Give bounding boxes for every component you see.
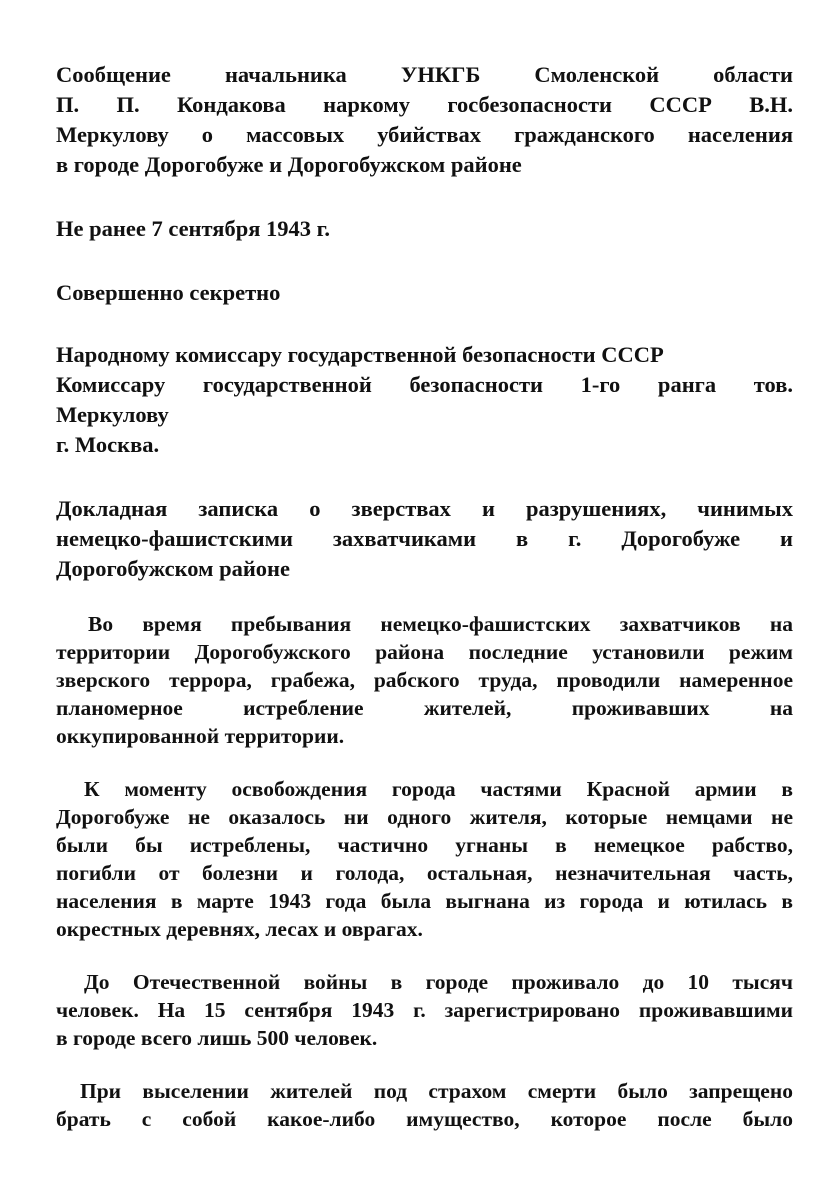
report-title-line: Докладная записка о зверствах и разрушениях, чинимых [56, 496, 793, 521]
addressee-line: Меркулову [56, 402, 169, 427]
document-date [56, 214, 793, 244]
report-title-line: немецко-фашистскими захватчиками в г. Дорогобуже и [56, 526, 793, 551]
document-page [56, 60, 793, 1133]
title-line: Сообщение начальника УНКГБ Смоленской области [56, 62, 793, 87]
paragraph-line: К моменту освобождения города частями Красной армии в [84, 777, 793, 801]
paragraph-line: человек. На 15 сентября 1943 г. зарегистрировано проживавшими [56, 998, 793, 1022]
paragraph-2 [56, 775, 793, 943]
addressee-line: Народному комиссару государственной безопасности СССР [56, 342, 664, 367]
paragraph-3 [56, 968, 793, 1052]
paragraph-line: зверского террора, грабежа, рабского труда, проводили намеренное [56, 668, 793, 692]
paragraph-line: окрестных деревнях, лесах и оврагах. [56, 917, 423, 941]
paragraph-line: были бы истреблены, частично угнаны в немецкое рабство, [56, 833, 793, 857]
report-title-line: Дорогобужском районе [56, 556, 291, 581]
paragraph-4 [56, 1077, 793, 1133]
paragraph-line: брать с собой какое-либо имущество, которое после было [56, 1107, 793, 1131]
date-text: Не ранее 7 сентября 1943 г. [56, 216, 330, 241]
paragraph-line: в городе всего лишь 500 человек. [56, 1026, 378, 1050]
classification-mark [56, 278, 793, 308]
paragraph-line: оккупированной территории. [56, 724, 345, 748]
document-title [56, 60, 793, 180]
addressee-block [56, 340, 793, 460]
title-line: П. П. Кондакова наркому госбезопасности СССР В.Н. [56, 92, 793, 117]
paragraph-line: При выселении жителей под страхом смерти было запрещено [80, 1079, 793, 1103]
paragraph-line: территории Дорогобужского района последние установили режим [56, 640, 793, 664]
paragraph-1 [56, 610, 793, 750]
paragraph-line: планомерное истребление жителей, проживавших на [56, 696, 793, 720]
paragraph-line: населения в марте 1943 года была выгнана из города и ютилась в [56, 889, 793, 913]
paragraph-line: Дорогобуже не оказалось ни одного жителя, которые немцами не [56, 805, 793, 829]
addressee-line: Комиссару государственной безопасности 1-го ранга тов. [56, 372, 793, 397]
paragraph-line: До Отечественной войны в городе проживало до 10 тысяч [84, 970, 793, 994]
paragraph-line: Во время пребывания немецко-фашистских захватчиков на [88, 612, 793, 636]
title-line: Меркулову о массовых убийствах гражданского населения [56, 122, 793, 147]
addressee-line: г. Москва. [56, 432, 160, 457]
classification-text: Совершенно секретно [56, 280, 281, 305]
title-line: в городе Дорогобуже и Дорогобужском районе [56, 152, 522, 177]
report-title [56, 494, 793, 584]
paragraph-line: погибли от болезни и голода, остальная, незначительная часть, [56, 861, 793, 885]
